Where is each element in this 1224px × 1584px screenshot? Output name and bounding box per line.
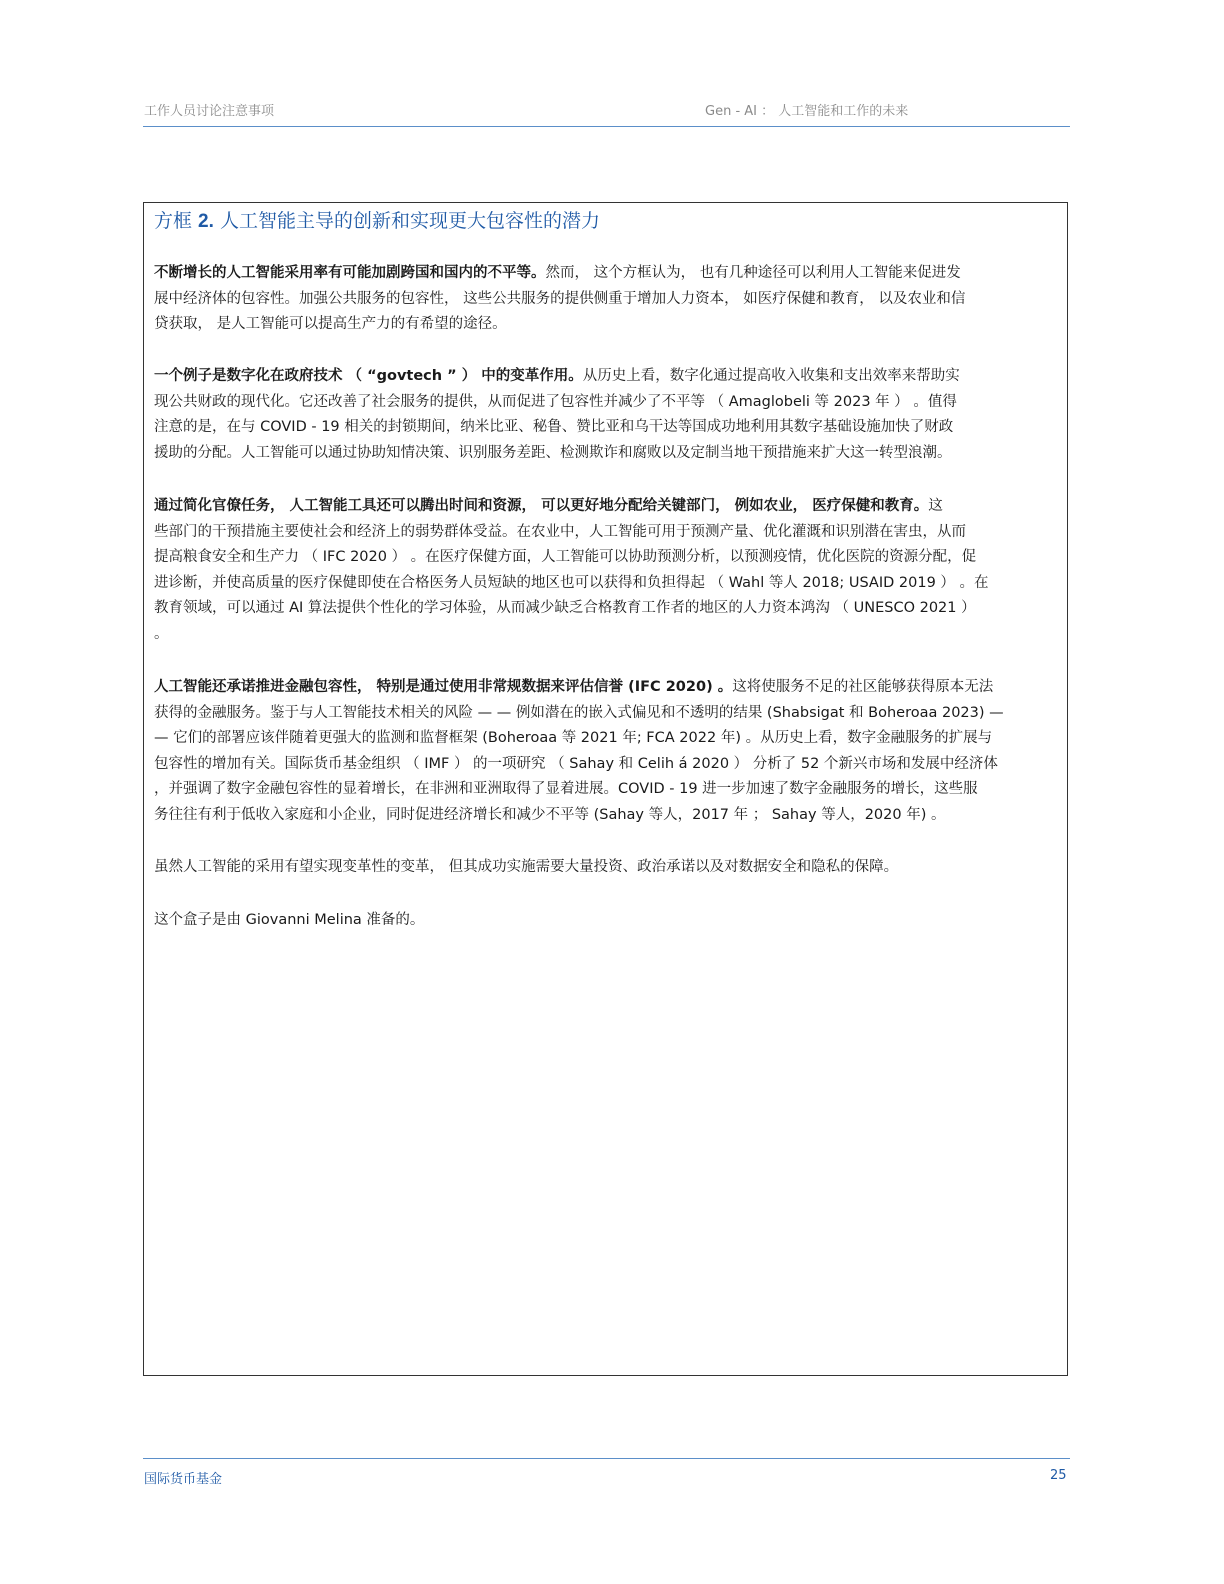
paragraph-financial-inclusion [154, 675, 1059, 828]
paragraph-lead: 不断增长的人工智能采用率有可能加剧跨国和国内的不平等。 [154, 265, 546, 281]
paragraph-line: 注意的是，在与 COVID - 19 相关的封锁期间，纳米比亚、秘鲁、赞比亚和乌干达等国成功地利用其数字基础设施加快了财政 [154, 419, 954, 435]
paragraph-inequality [154, 261, 1059, 338]
box-2-panel [143, 202, 1068, 1376]
paragraph-text: 然而， 这个方框认为， 也有几种途径可以利用人工智能来促进发 [545, 265, 961, 281]
paragraph-line: — 它们的部署应该伴随着更强大的监测和监督框架 (Boheroaa 等 2021 年; FCA 2022 年) 。从历史上看，数字金融服务的扩展与 [154, 730, 993, 746]
paragraph-line: 获得的金融服务。鉴于与人工智能技术相关的风险 — — 例如潜在的嵌入式偏见和不透明的结果 (Shabsigat 和 Boheroaa 2023) — [154, 704, 1004, 721]
paragraph-text: 这 [928, 498, 943, 514]
paragraph-line: 虽然人工智能的采用有望实现变革性的变革， 但其成功实施需要大量投资、政治承诺以及对数据安全和隐私的保障。 [154, 859, 899, 875]
paragraph-line: 进诊断，并使高质量的医疗保健即使在合格医务人员短缺的地区也可以获得和负担得起 （ Wahl 等人 2018; USAID 2019 ） 。在 [154, 574, 989, 591]
box-title-number: 2. [198, 211, 214, 232]
paragraph-line: 贷获取， 是人工智能可以提高生产力的有希望的途径。 [154, 316, 507, 332]
paragraph-govtech [154, 364, 1059, 466]
paragraph-line: 现公共财政的现代化。它还改善了社会服务的提供，从而促进了包容性并减少了不平等 （ Amaglobeli 等 2023 年 ） 。值得 [154, 393, 957, 410]
paragraph-line: 展中经济体的包容性。加强公共服务的包容性， 这些公共服务的提供侧重于增加人力资本， 如医疗保健和教育， 以及农业和信 [154, 290, 966, 307]
footer-publisher: 国际货币基金 [144, 1472, 223, 1487]
running-header-right: Gen - AI ： 人工智能和工作的未来 [705, 104, 909, 119]
paragraph-text: 从历史上看，数字化通过提高收入收集和支出效率来帮助实 [582, 368, 960, 384]
paragraph-text: 这将使服务不足的社区能够获得原本无法 [732, 679, 994, 695]
paragraph-lead: 通过简化官僚任务， 人工智能工具还可以腾出时间和资源， 可以更好地分配给关键部门， 例如农业， 医疗保健和教育。 [154, 498, 929, 514]
box-title-prefix: 方框 [154, 210, 199, 232]
paragraph-line: 这个盒子是由 Giovanni Melina 准备的。 [154, 912, 425, 928]
paragraph-line: 援助的分配。人工智能可以通过协助知情决策、识别服务差距、检测欺诈和腐败以及定制当地干预措施来扩大这一转型浪潮。 [154, 444, 952, 461]
box-title-text: 人工智能主导的创新和实现更大包容性的潜力 [213, 210, 600, 232]
header-rule [143, 126, 1070, 127]
paragraph-line: ，并强调了数字金融包容性的显着增长，在非洲和亚洲取得了显着进展。COVID - 19 进一步加速了数字金融服务的增长，这些服 [154, 781, 978, 797]
page-number: 25 [1050, 1468, 1067, 1483]
paragraph-line: 些部门的干预措施主要使社会和经济上的弱势群体受益。在农业中，人工智能可用于预测产量、优化灌溉和识别潜在害虫，从而 [154, 523, 966, 540]
box-title [154, 206, 600, 233]
paragraph-lead: 人工智能还承诺推进金融包容性， 特别是通过使用非常规数据来评估信誉 (IFC 2020) 。 [154, 679, 733, 695]
paragraph-line: 教育领域，可以通过 AI 算法提供个性化的学习体验，从而减少缺乏合格教育工作者的地区的人力资本鸿沟 （ UNESCO 2021 ） [154, 600, 976, 616]
paragraph-key-sectors [154, 494, 1059, 647]
paragraph-line: 务往往有利于低收入家庭和小企业，同时促进经济增长和减少不平等 (Sahay 等人，2017 年 ； Sahay 等人，2020 年) 。 [154, 806, 946, 823]
box-author-note [154, 908, 1059, 934]
paragraph-line: 提高粮食安全和生产力 （ IFC 2020 ） 。在医疗保健方面，人工智能可以协助预测分析，以预测疫情，优化医院的资源分配，促 [154, 549, 977, 565]
footer-rule [143, 1458, 1070, 1459]
paragraph-line: 。 [154, 625, 169, 642]
paragraph-conclusion [154, 855, 1059, 881]
paragraph-lead: 一个例子是数字化在政府技术 （ “govtech ” ） 中的变革作用。 [154, 368, 583, 384]
paragraph-line: 包容性的增加有关。国际货币基金组织 （ IMF ） 的一项研究 （ Sahay 和 Celih á 2020 ） 分析了 52 个新兴市场和发展中经济体 [154, 755, 998, 772]
running-header-left: 工作人员讨论注意事项 [144, 104, 275, 119]
